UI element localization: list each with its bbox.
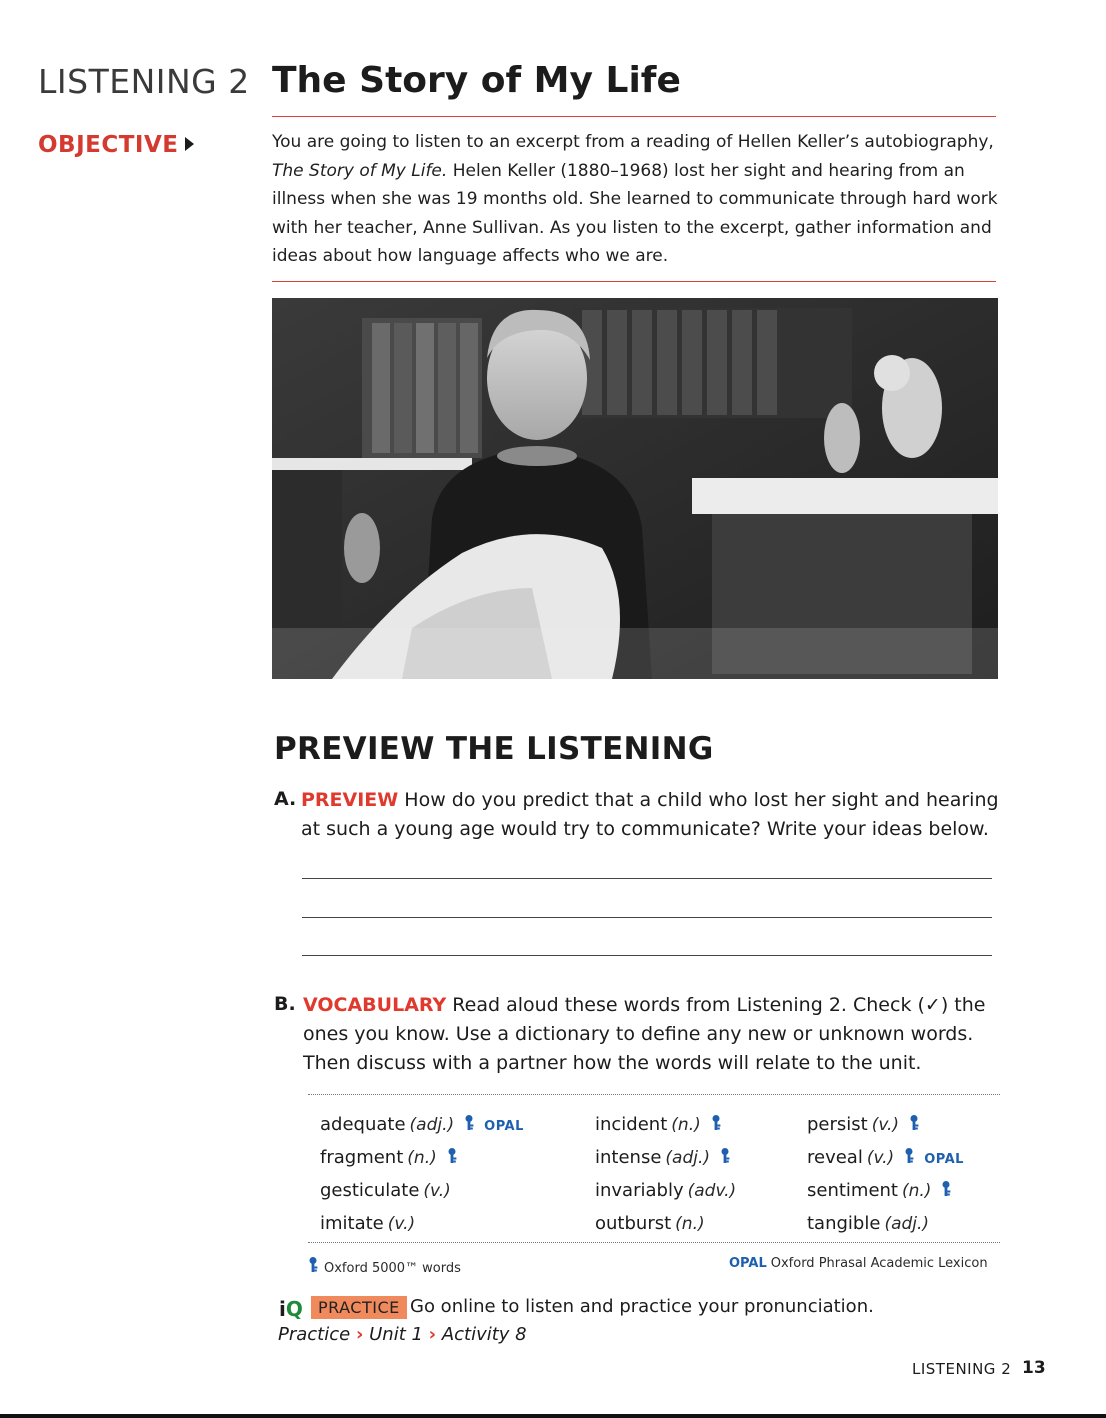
vocab-word: tangible (807, 1213, 881, 1234)
question-keyword: VOCABULARY (303, 994, 447, 1016)
question-a-text (301, 786, 1001, 844)
vocab-part-of-speech: (n.) (407, 1148, 437, 1168)
key-icon (445, 1147, 459, 1165)
vocab-word: outburst (595, 1213, 672, 1234)
vocab-word: fragment (320, 1147, 404, 1168)
vocab-word: incident (595, 1114, 668, 1135)
vocab-part-of-speech: (adv.) (687, 1181, 737, 1201)
vocab-part-of-speech: (adj.) (884, 1214, 930, 1234)
opal-tag: OPAL (924, 1152, 964, 1167)
vocab-item (595, 1213, 705, 1234)
key-icon (902, 1147, 916, 1165)
vocab-top-rule (308, 1094, 1000, 1095)
objective-bottom-rule (272, 281, 996, 282)
vocab-bottom-rule (308, 1242, 1000, 1243)
section-label: LISTENING 2 (38, 62, 250, 101)
page-title: The Story of My Life (272, 60, 681, 101)
chevron-right-icon: › (355, 1324, 364, 1345)
vocab-part-of-speech: (v.) (387, 1214, 416, 1234)
objective-text (272, 128, 1002, 271)
oxford-legend: Oxford 5000™ words (306, 1256, 461, 1276)
answer-line[interactable] (302, 917, 992, 918)
vocab-word: adequate (320, 1114, 406, 1135)
key-icon (718, 1147, 732, 1165)
book-title: The Story of My Life. (272, 160, 448, 181)
play-arrow-icon (185, 137, 194, 151)
vocab-item (320, 1180, 451, 1201)
vocab-part-of-speech: (v.) (866, 1148, 895, 1168)
page-edge (0, 1414, 1106, 1418)
objective-top-rule (272, 116, 996, 117)
vocab-part-of-speech: (adj.) (409, 1115, 455, 1135)
vocab-item (595, 1147, 732, 1168)
question-line: ones you know. Use a dictionary to define any new or unknown words. (303, 1023, 974, 1045)
vocab-word: reveal (807, 1147, 863, 1168)
vocab-part-of-speech: (n.) (675, 1214, 705, 1234)
key-icon (306, 1256, 320, 1274)
vocab-word: invariably (595, 1180, 684, 1201)
vocab-item (320, 1147, 459, 1168)
vocab-item (807, 1180, 953, 1201)
answer-line[interactable] (302, 955, 992, 956)
objective-line: ideas about how language affects who we are. (272, 246, 669, 266)
vocab-part-of-speech: (v.) (423, 1181, 451, 1201)
key-icon (939, 1180, 953, 1198)
objective-line: You are going to listen to an excerpt from a reading of Hellen Keller’s autobiography, (272, 132, 994, 152)
question-line: Then discuss with a partner how the words will relate to the unit. (303, 1052, 922, 1074)
vocab-item (595, 1114, 723, 1135)
vocab-part-of-speech: (n.) (671, 1115, 701, 1135)
vocab-part-of-speech: (n.) (902, 1181, 932, 1201)
footer-section-label: LISTENING 2 (912, 1360, 1012, 1378)
question-letter: B. (274, 993, 296, 1015)
practice-badge[interactable]: PRACTICE (311, 1296, 407, 1319)
vocab-item (807, 1147, 964, 1168)
objective-line: The Story of My Life. Helen Keller (1880–1968) lost her sight and hearing from an (272, 160, 965, 181)
question-b-text (303, 991, 1003, 1078)
page-number: 13 (1022, 1358, 1046, 1378)
opal-legend: OPAL Oxford Phrasal Academic Lexicon (729, 1256, 988, 1271)
vocab-item (807, 1114, 921, 1135)
iq-logo: iQ (279, 1297, 303, 1321)
key-icon (907, 1114, 921, 1132)
vocab-part-of-speech: (adj.) (665, 1148, 711, 1168)
question-keyword: PREVIEW (301, 789, 399, 811)
opal-tag: OPAL (484, 1119, 524, 1134)
answer-line[interactable] (302, 878, 992, 879)
objective-line: with her teacher, Anne Sullivan. As you listen to the excerpt, gather information and (272, 217, 992, 238)
section-heading: PREVIEW THE LISTENING (274, 731, 714, 767)
vocab-part-of-speech: (v.) (871, 1115, 900, 1135)
vocab-word: persist (807, 1114, 868, 1135)
photo-illustration (272, 298, 998, 679)
objective-label (38, 132, 194, 158)
helen-keller-photo (272, 298, 998, 679)
vocab-item (595, 1180, 736, 1201)
vocab-item (320, 1114, 524, 1135)
vocab-word: sentiment (807, 1180, 898, 1201)
vocab-word: gesticulate (320, 1180, 420, 1201)
question-line: PREVIEW How do you predict that a child who lost her sight and hearing (301, 789, 999, 811)
practice-path[interactable]: Practice › Unit 1 › Activity 8 (278, 1324, 527, 1345)
vocab-word: intense (595, 1147, 662, 1168)
objective-line: illness when she was 19 months old. She learned to communicate through hard work (272, 189, 998, 209)
key-icon (462, 1114, 476, 1132)
question-line: VOCABULARY Read aloud these words from Listening 2. Check (✓) the (303, 994, 986, 1016)
objective-label-text: OBJECTIVE (38, 132, 179, 158)
question-line: at such a young age would try to communicate? Write your ideas below. (301, 818, 989, 840)
vocab-word: imitate (320, 1213, 384, 1234)
key-icon (709, 1114, 723, 1132)
vocab-item (320, 1213, 415, 1234)
practice-text: Go online to listen and practice your pronunciation. (410, 1296, 874, 1317)
chevron-right-icon: › (428, 1324, 437, 1345)
opal-tag: OPAL (729, 1256, 767, 1271)
vocab-item (807, 1213, 929, 1234)
question-letter: A. (274, 788, 297, 810)
